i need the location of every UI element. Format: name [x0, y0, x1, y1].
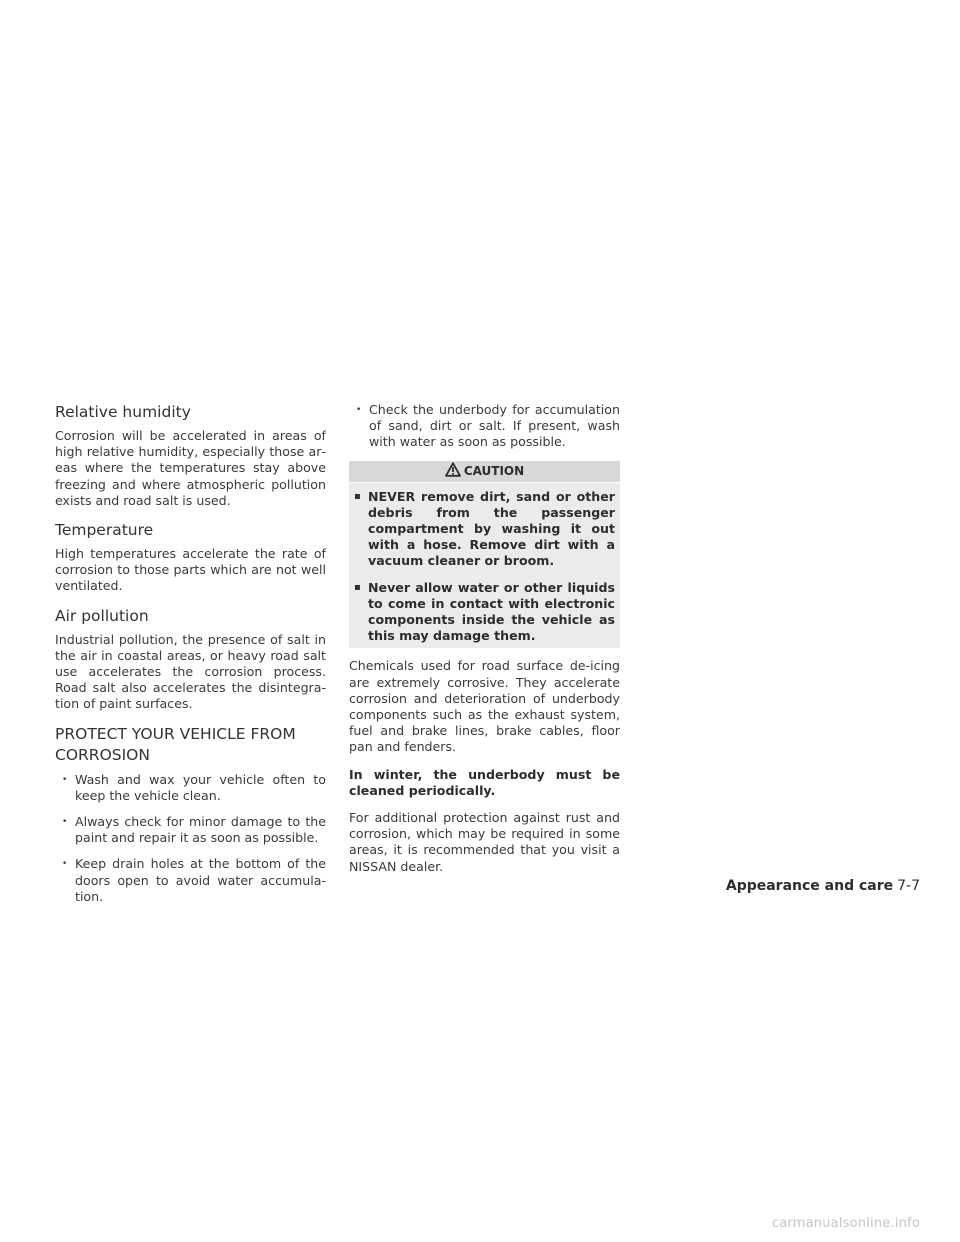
paragraph-additional-protection: For additional protection against rust and corrosion, which may be required in some areas, it is recommended that you visit a NISSAN dealer.: [349, 810, 620, 874]
page-footer: [726, 878, 920, 894]
underbody-bullet-list: [349, 402, 620, 451]
caution-item: ▪ Never allow water or other liquids to come in contact with electronic components inside the vehicle as this may damage them.: [353, 580, 615, 645]
watermark: carmanualsonline.info: [771, 1216, 920, 1231]
bullet-item: • Wash and wax your vehicle often to keep the vehicle clean.: [55, 772, 326, 804]
paragraph-temperature: High temperatures accelerate the rate of corrosion to those parts which are not well ventilated.: [55, 546, 326, 594]
heading-protect-line1: PROTECT YOUR VEHICLE FROM: [55, 724, 296, 743]
heading-temperature: Temperature: [55, 521, 154, 540]
warning-triangle-icon: [445, 462, 461, 481]
heading-protect-vehicle: [55, 724, 326, 766]
bullet-item: • Always check for minor damage to the paint and repair it as soon as possible.: [55, 814, 326, 846]
caution-item: ▪ NEVER remove dirt, sand or other debris from the passenger compartment by washing it out with a hose. Remove dirt with a vacuum cleaner or broom.: [353, 489, 615, 570]
paragraph-relative-humidity: Corrosion will be accelerated in areas of high relative humidity, especially those areas where the temperatures stay above freezing and where atmospheric pollution exists and road salt is used.: [55, 428, 326, 508]
caution-list: [353, 489, 615, 645]
page-number: 7-7: [897, 878, 920, 894]
right-column: [349, 402, 620, 886]
caution-box: [349, 483, 620, 649]
left-column: [55, 402, 326, 915]
bullet-item: • Check the underbody for accumulation of sand, dirt or salt. If present, wash with water as soon as possible.: [349, 402, 620, 451]
protect-bullet-list: [55, 772, 326, 905]
footer-section-title: Appearance and care: [725, 878, 894, 894]
paragraph-air-pollution: Industrial pollution, the presence of salt in the air in coastal areas, or heavy road salt use accelerates the corrosion process. Road salt also accelerates the disintegration of paint surfaces.: [55, 631, 326, 712]
caution-label: CAUTION: [463, 464, 525, 478]
paragraph-winter: In winter, the underbody must be cleaned periodically.: [349, 766, 620, 798]
heading-relative-humidity: Relative humidity: [55, 403, 191, 421]
paragraph-chemicals: Chemicals used for road surface de-icing are extremely corrosive. They accelerate corrosion and deterioration of underbody components such as the exhaust system, fuel and brake lines, brake cables, floor pan and fenders.: [349, 658, 620, 755]
heading-air-pollution: Air pollution: [55, 606, 149, 625]
heading-protect-line2: CORROSION: [55, 745, 150, 764]
caution-header: [349, 461, 620, 482]
bullet-item: • Keep drain holes at the bottom of the doors open to avoid water accumulation.: [55, 856, 326, 905]
